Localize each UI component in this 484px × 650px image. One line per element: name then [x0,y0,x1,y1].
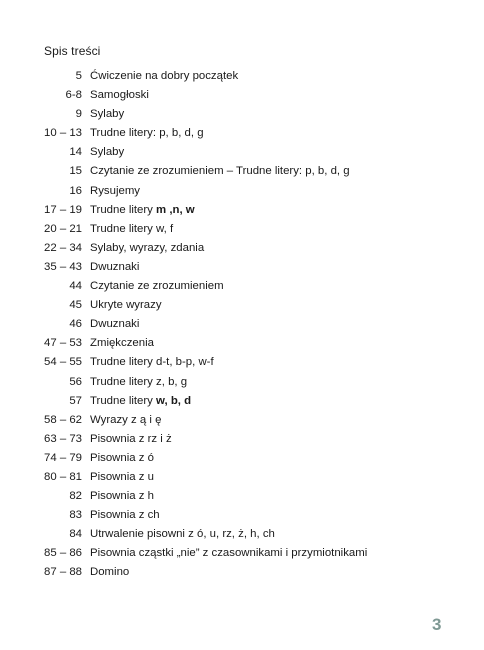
toc-entry-pages: 20 – 21 [43,222,82,235]
toc-entry-pages: 56 [69,375,82,388]
toc-entry [0,127,484,146]
toc-entry-title [90,204,195,216]
toc-entry-pages: 44 [69,280,82,293]
toc-entry-title [90,223,173,235]
toc-entry-title-text: Pisownia z u [90,470,154,483]
toc-entry-title [90,261,139,273]
toc-entry-title [90,280,224,292]
toc-entry [0,204,484,223]
toc-entry-title-text: Pisownia z h [90,490,154,503]
toc-entry-title-text: Rysujemy [90,184,141,197]
toc-entry-pages: 22 – 34 [43,241,82,254]
toc-entry-title [90,185,140,197]
toc-entry-title [90,337,154,349]
toc-entry-pages: 10 – 13 [43,127,82,140]
toc-entry [0,528,484,547]
toc-entry-title-text: Pisownia cząstki „nie” z czasownikami i przymiotnikami [90,547,368,560]
toc-entry [0,356,484,375]
toc-entry-title [90,433,172,445]
toc-entry-title-text: Trudne litery [90,394,157,407]
toc-entry [0,337,484,356]
toc-entry-title-text: Trudne litery z, b, g [90,375,188,388]
toc-entry [0,89,484,108]
toc-entry-title [90,70,238,82]
toc-entry [0,452,484,471]
toc-entry [0,471,484,490]
toc-entry-title [90,395,191,407]
toc-entry-pages: 17 – 19 [43,203,82,216]
toc-entry-title [90,89,149,101]
toc-entry-title-text: Zmiękczenia [90,337,154,350]
toc-entry-title [90,490,154,502]
toc-entry [0,242,484,261]
toc-entry-title [90,242,204,254]
toc-entry-pages: 46 [69,318,82,331]
toc-entry [0,433,484,452]
toc-entry [0,146,484,165]
toc-entry-title [90,509,160,521]
toc-entry-title [90,127,204,139]
toc-entry-title [90,566,129,578]
toc-entry-title [90,299,162,311]
toc-entry [0,185,484,204]
toc-entry-title-bold: w, b, d [156,394,192,407]
toc-entry-title-text: Utrwalenie pisowni z ó, u, rz, ż, h, ch [90,528,275,541]
toc-entry [0,108,484,127]
toc-entry [0,566,484,585]
page-number: 3 [432,615,442,634]
toc-entry-title-text: Dwuznaki [90,318,140,331]
toc-entry [0,261,484,280]
toc-entry-title-bold: m ,n, w [156,203,195,216]
toc-entry-title-text: Czytanie ze zrozumieniem – Trudne litery: p, b, d, g [90,165,350,178]
toc-entry-pages: 84 [69,528,82,541]
toc-entry-title [90,376,187,388]
toc-entry-title [90,108,124,120]
toc-entry [0,376,484,395]
toc-entry-pages: 85 – 86 [43,547,82,560]
toc-entry-title-text: Trudne litery [90,203,157,216]
toc-entry-pages: 87 – 88 [43,566,82,579]
toc-entry [0,165,484,184]
toc-entry-pages: 9 [75,108,82,121]
toc-entry-title [90,146,124,158]
toc-entry [0,509,484,528]
toc-entry-pages: 16 [69,184,82,197]
toc-entry-title-text: Ukryte wyrazy [90,299,162,312]
toc-entry-title-text: Trudne litery d-t, b-p, w-f [90,356,214,369]
toc-entry-pages: 57 [69,394,82,407]
toc-entry [0,547,484,566]
toc-entry-title-text: Pisownia z rz i ż [90,432,172,445]
toc-entry-pages: 15 [69,165,82,178]
toc-entry-title-text: Sylaby [90,146,125,159]
toc-entry-title [90,528,275,540]
toc-entry-pages: 58 – 62 [43,413,82,426]
table-of-contents [0,70,484,586]
toc-entry-title [90,471,154,483]
toc-entry [0,299,484,318]
toc-entry-title [90,452,154,464]
toc-entry-title-text: Ćwiczenie na dobry początek [90,70,239,82]
toc-entry-title-text: Dwuznaki [90,260,140,273]
toc-entry [0,490,484,509]
toc-entry-pages: 54 – 55 [43,356,82,369]
toc-heading: Spis treści [44,44,101,58]
toc-entry-pages: 83 [69,509,82,522]
toc-entry-title [90,165,350,177]
toc-entry-title-text: Samogłoski [90,89,149,102]
toc-entry-pages: 6-8 [65,89,82,102]
toc-entry-pages: 82 [69,490,82,503]
toc-entry [0,70,484,89]
toc-entry [0,280,484,299]
toc-entry-title [90,356,214,368]
toc-entry-pages: 63 – 73 [43,432,82,445]
toc-entry-pages: 80 – 81 [43,470,82,483]
toc-entry-pages: 14 [69,146,82,159]
toc-entry-title-text: Domino [90,566,130,579]
toc-entry [0,414,484,433]
toc-entry-title-text: Sylaby [90,108,125,121]
toc-entry-pages: 74 – 79 [43,451,82,464]
toc-entry-title [90,547,367,559]
toc-entry-title-text: Trudne litery w, f [90,222,174,235]
toc-entry-pages: 5 [75,70,82,82]
toc-entry-title [90,318,139,330]
toc-entry [0,395,484,414]
toc-entry-title-text: Czytanie ze zrozumieniem [90,280,224,293]
toc-entry [0,223,484,242]
toc-entry-title-text: Trudne litery: p, b, d, g [90,127,204,140]
toc-entry-title-text: Pisownia z ch [90,509,160,522]
toc-entry-pages: 47 – 53 [43,337,82,350]
toc-entry-title-text: Sylaby, wyrazy, zdania [90,241,205,254]
toc-entry-title-text: Wyrazy z ą i ę [90,413,162,426]
toc-entry-pages: 35 – 43 [43,260,82,273]
toc-entry [0,318,484,337]
toc-entry-title [90,414,161,426]
toc-entry-title-text: Pisownia z ó [90,451,154,464]
toc-entry-pages: 45 [69,299,82,312]
